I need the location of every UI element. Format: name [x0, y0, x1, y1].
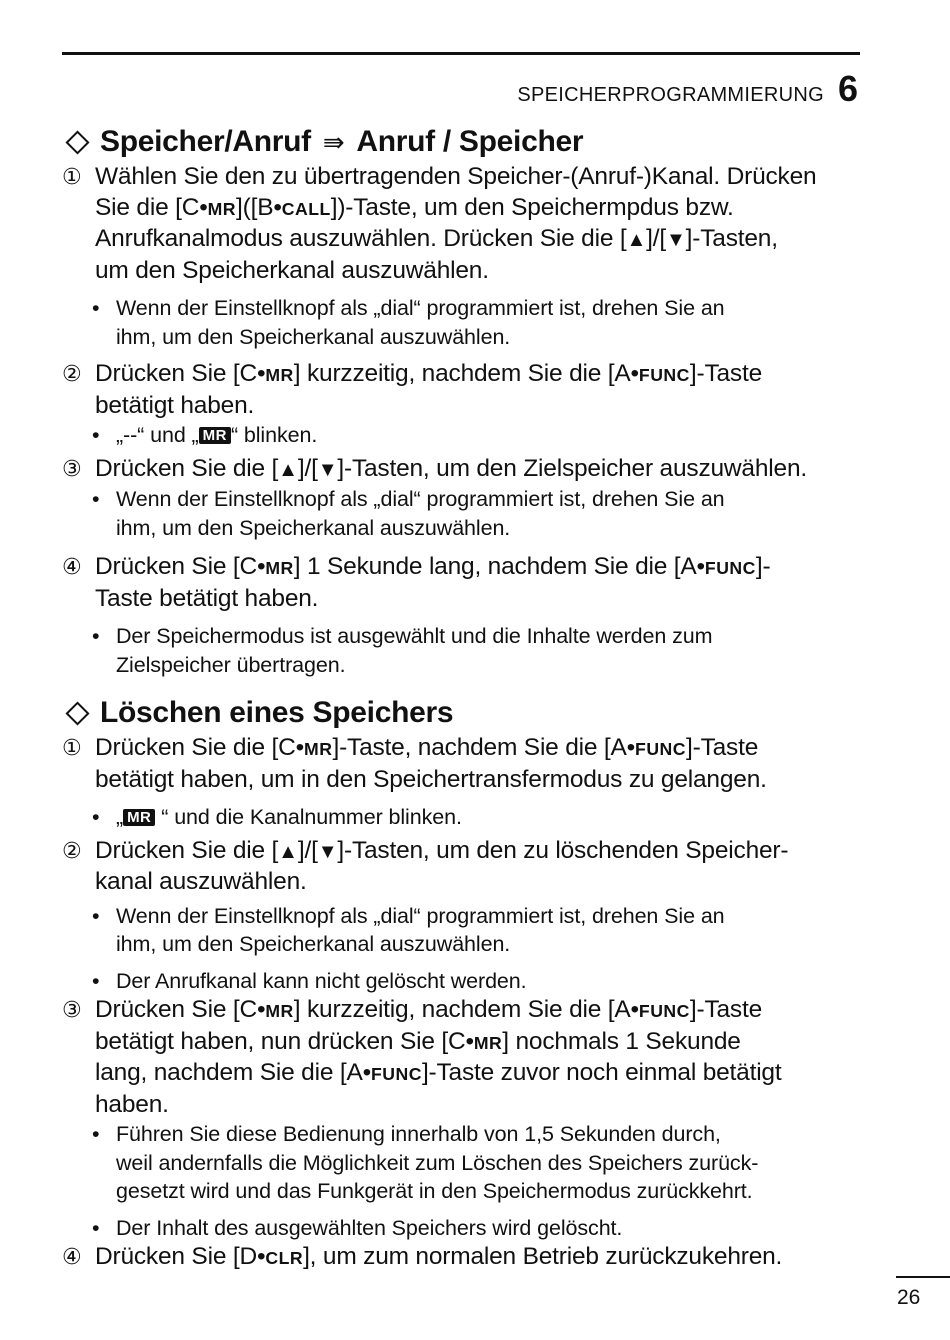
- key-label-clr: CLR: [265, 1248, 304, 1268]
- text-line: [95, 995, 781, 1027]
- step-text: [95, 995, 781, 1120]
- text-run: ]-Tasten, um den zu löschenden Speicher-: [337, 836, 789, 864]
- step-4: [62, 552, 868, 614]
- step-number: ②: [62, 837, 82, 863]
- note: [62, 294, 868, 351]
- note: [62, 622, 868, 679]
- key-label-call: CALL: [281, 198, 331, 219]
- text-run: ] 1 Sekunde lang, nachdem Sie die [A•: [293, 553, 705, 580]
- text-line: ihm, um den Speicherkanal auszuwählen.: [116, 324, 511, 349]
- text-line: [95, 224, 816, 256]
- step-2: [62, 836, 868, 898]
- text-line: Wählen Sie den zu übertragenden Speicher-(Anruf-)Kanal. Drücken: [95, 163, 817, 190]
- key-label-mr: MR: [265, 558, 294, 578]
- text-run: “ blinken.: [230, 423, 318, 447]
- section-heading-delete-memory: [62, 693, 868, 733]
- text-run: ]-Taste, nachdem Sie die [A•: [332, 734, 636, 761]
- key-label-func: FUNC: [370, 1064, 422, 1084]
- bullet-dot: •: [92, 1215, 100, 1240]
- text-line: um den Speicherkanal auszuwählen.: [95, 256, 489, 284]
- text-run: Drücken Sie die [: [95, 836, 279, 864]
- key-label-mr: MR: [304, 739, 333, 759]
- text-run: ]-Taste zuvor noch einmal betätigt: [421, 1059, 782, 1086]
- text-run: ]-Taste: [686, 734, 759, 761]
- text-run: „--“ und „: [116, 423, 199, 447]
- mr-display-icon: MR: [199, 427, 231, 444]
- step-text: [95, 836, 788, 898]
- top-rule: [62, 52, 860, 55]
- step-1: [62, 733, 868, 795]
- key-label-func: FUNC: [638, 1001, 690, 1021]
- text-run: ]/[: [646, 225, 666, 252]
- chapter-number: 6: [837, 68, 858, 109]
- step-2: [62, 359, 868, 421]
- step-text: [95, 162, 816, 286]
- text-run: ])-Taste, um den Speichermpdus bzw.: [330, 193, 734, 221]
- text-line: [95, 1058, 781, 1090]
- text-line: weil andernfalls die Möglichkeit zum Löschen des Speichers zurück-: [116, 1150, 759, 1175]
- note: [62, 803, 868, 832]
- bullet-dot: •: [92, 968, 100, 993]
- step-text: [95, 733, 767, 795]
- bullet-dot: •: [92, 296, 100, 320]
- text-line: betätigt haben.: [95, 391, 255, 419]
- up-triangle-icon: ▲: [278, 458, 298, 481]
- text-run: ] kurzzeitig, nachdem Sie die [A•: [293, 360, 639, 387]
- heading-left: Speicher/Anruf: [100, 125, 311, 158]
- text-line: haben.: [95, 1090, 169, 1118]
- note: [62, 902, 868, 959]
- step-number: ④: [62, 1244, 82, 1269]
- text-run: lang, nachdem Sie die [A•: [95, 1059, 371, 1086]
- bullet-dot: •: [92, 423, 100, 447]
- bullet-dot: •: [92, 903, 100, 928]
- note-text: Der Inhalt des ausgewählten Speichers wird gelöscht.: [116, 1215, 623, 1240]
- text-run: ]-Tasten, um den Zielspeicher auszuwählen.: [337, 454, 807, 482]
- heading-text: Löschen eines Speichers: [100, 696, 454, 729]
- text-run: ]/[: [297, 836, 318, 864]
- text-line: Wenn der Einstellknopf als „dial“ programmiert ist, drehen Sie an: [116, 487, 725, 511]
- text-run: Anrufkanalmodus auszuwählen. Drücken Sie die [: [95, 225, 627, 252]
- note: [62, 1214, 868, 1243]
- note-text: [116, 803, 462, 832]
- text-line: [95, 454, 807, 486]
- text-run: “ und die Kanalnummer blinken.: [155, 805, 462, 829]
- step-1: [62, 162, 868, 286]
- text-run: ] nochmals 1 Sekunde: [502, 1027, 741, 1055]
- page-header: [517, 68, 858, 110]
- text-run: ], um zum normalen Betrieb zurückzukehren.: [303, 1243, 783, 1270]
- step-4: [62, 1242, 868, 1274]
- key-label-mr: MR: [265, 365, 294, 385]
- bullet-dot: •: [92, 624, 100, 648]
- text-line: Wenn der Einstellknopf als „dial“ programmiert ist, drehen Sie an: [116, 903, 725, 928]
- text-line: [95, 1242, 782, 1274]
- text-run: ]-Tasten,: [685, 225, 778, 252]
- step-number: ②: [62, 361, 82, 386]
- text-line: kanal auszuwählen.: [95, 868, 307, 895]
- text-line: betätigt haben, um in den Speichertransfermodus zu gelangen.: [95, 765, 767, 793]
- key-label-mr: MR: [265, 1001, 294, 1021]
- text-run: ]([B•: [236, 193, 282, 221]
- text-line: [95, 193, 816, 225]
- text-run: ]-Taste: [689, 996, 762, 1023]
- note: [62, 421, 868, 450]
- note-text: [116, 421, 317, 450]
- text-run: Sie die [C•: [95, 193, 208, 221]
- text-line: [95, 552, 770, 584]
- step-number: ④: [62, 554, 82, 579]
- note-text: [116, 485, 725, 542]
- up-triangle-icon: ▲: [626, 229, 647, 251]
- bullet-dot: •: [92, 1122, 100, 1146]
- text-line: gesetzt wird und das Funkgerät in den Speichermodus zurückkehrt.: [116, 1179, 753, 1203]
- key-label-func: FUNC: [704, 558, 756, 578]
- text-line: Führen Sie diese Bedienung innerhalb von 1,5 Sekunden durch,: [116, 1122, 721, 1146]
- text-line: ihm, um den Speicherkanal auszuwählen.: [116, 932, 511, 956]
- down-triangle-icon: ▼: [317, 458, 338, 481]
- note-text: [116, 294, 725, 351]
- text-line: Der Speichermodus ist ausgewählt und die Inhalte werden zum: [116, 624, 713, 648]
- down-triangle-icon: ▼: [317, 840, 338, 863]
- step-number: ③: [62, 455, 82, 481]
- text-run: ]-: [755, 553, 771, 580]
- text-line: Wenn der Einstellknopf als „dial“ programmiert ist, drehen Sie an: [116, 296, 725, 320]
- step-number: ①: [62, 164, 82, 189]
- note-text: [116, 1120, 758, 1206]
- step-text: [95, 454, 807, 486]
- text-run: ]-Taste: [689, 360, 762, 387]
- note: [62, 485, 868, 542]
- text-run: Drücken Sie [C•: [95, 553, 266, 580]
- note: [62, 967, 868, 996]
- text-line: [95, 359, 762, 391]
- text-run: ] kurzzeitig, nachdem Sie die [A•: [293, 996, 639, 1023]
- up-triangle-icon: ▲: [278, 840, 298, 863]
- triple-arrow-icon: ⇛: [322, 126, 345, 157]
- text-run: „: [116, 805, 124, 829]
- step-number: ①: [62, 735, 82, 760]
- note-text: [116, 622, 712, 679]
- text-run: Drücken Sie [D•: [95, 1243, 266, 1270]
- section-heading-memory-to-call: [62, 122, 868, 162]
- note-text: Der Anrufkanal kann nicht gelöscht werden.: [116, 968, 527, 993]
- note: [62, 1120, 868, 1206]
- step-3: [62, 454, 868, 486]
- text-run: Drücken Sie [C•: [95, 996, 266, 1023]
- page-number: 26: [897, 1286, 921, 1309]
- text-run: Drücken Sie die [C•: [95, 734, 305, 761]
- text-line: ihm, um den Speicherkanal auszuwählen.: [116, 515, 511, 540]
- step-3: [62, 995, 868, 1120]
- text-run: Drücken Sie die [: [95, 454, 279, 482]
- diamond-icon: [65, 701, 89, 725]
- page-content: [62, 122, 868, 1274]
- note-text: [116, 902, 725, 959]
- bullet-dot: •: [92, 805, 100, 829]
- text-line: [95, 1027, 781, 1059]
- key-label-func: FUNC: [635, 739, 686, 759]
- mr-display-icon: MR: [123, 809, 155, 826]
- footer-rule: [896, 1276, 950, 1278]
- text-run: ]/[: [297, 454, 318, 482]
- bullet-dot: •: [92, 487, 100, 511]
- chapter-title: SPEICHERPROGRAMMIERUNG: [517, 84, 824, 106]
- step-text: [95, 552, 770, 614]
- key-label-mr: MR: [207, 198, 237, 219]
- diamond-icon: [65, 130, 89, 154]
- key-label-mr: MR: [473, 1032, 503, 1053]
- step-number: ③: [62, 997, 82, 1022]
- step-text: [95, 359, 762, 421]
- text-line: [95, 733, 767, 765]
- down-triangle-icon: ▼: [665, 229, 686, 251]
- text-line: Taste betätigt haben.: [95, 584, 319, 612]
- key-label-func: FUNC: [638, 365, 690, 385]
- heading-right: Anruf / Speicher: [356, 125, 584, 158]
- text-line: [95, 836, 788, 868]
- step-text: [95, 1242, 782, 1274]
- text-run: betätigt haben, nun drücken Sie [C•: [95, 1027, 474, 1055]
- text-run: Drücken Sie [C•: [95, 360, 266, 387]
- text-line: Zielspeicher übertragen.: [116, 652, 346, 677]
